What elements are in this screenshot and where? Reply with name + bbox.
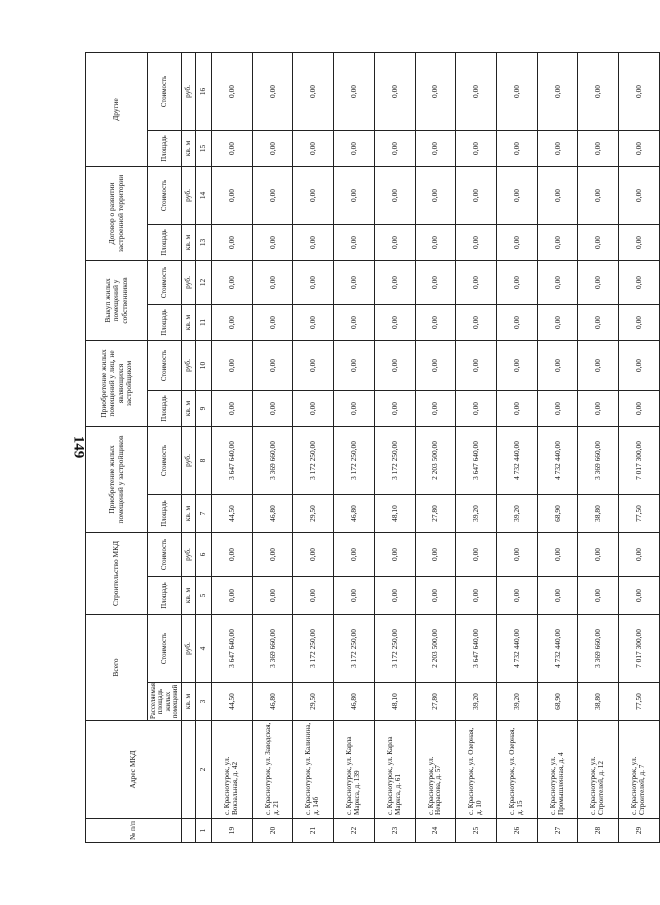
row-value: 0,00 — [212, 532, 253, 576]
row-value: 0,00 — [619, 390, 660, 426]
row-value: 3 647 640,00 — [456, 615, 497, 683]
row-value: 48,10 — [374, 494, 415, 532]
header-unit-area: кв. м — [182, 224, 196, 260]
row-value: 0,00 — [293, 577, 334, 615]
row-value: 2 203 500,00 — [415, 426, 456, 494]
row-value: 0,00 — [497, 390, 538, 426]
row-value: 3 172 250,00 — [374, 615, 415, 683]
header-no: № п/п — [86, 819, 182, 843]
header-area: Площадь — [148, 130, 182, 166]
row-value: 0,00 — [252, 224, 293, 260]
row-value: 0,00 — [374, 390, 415, 426]
row-value: 0,00 — [497, 52, 538, 130]
table-row — [252, 52, 293, 842]
row-value: 0,00 — [415, 340, 456, 390]
row-value: 3 172 250,00 — [334, 615, 375, 683]
row-value: 77,50 — [619, 494, 660, 532]
row-value: 0,00 — [619, 577, 660, 615]
row-value: 0,00 — [497, 166, 538, 224]
row-value: 0,00 — [334, 130, 375, 166]
row-number: 21 — [293, 819, 334, 843]
row-value: 0,00 — [293, 224, 334, 260]
row-value: 0,00 — [619, 52, 660, 130]
row-value: 0,00 — [497, 304, 538, 340]
col-number: 16 — [196, 52, 212, 130]
row-value: 0,00 — [212, 166, 253, 224]
col-number: 4 — [196, 615, 212, 683]
row-value: 0,00 — [415, 166, 456, 224]
row-value: 0,00 — [578, 577, 619, 615]
row-value: 0,00 — [456, 304, 497, 340]
col-number: 8 — [196, 426, 212, 494]
header-cost: Стоимость — [148, 340, 182, 390]
row-number: 23 — [374, 819, 415, 843]
row-address: с. Краснотурок, ул. Некрасова, д. 57 — [415, 721, 456, 819]
header-cost: Стоимость — [148, 52, 182, 130]
row-address: с. Краснотурок, ул. Калинина, д. 14б — [293, 721, 334, 819]
row-value: 0,00 — [415, 224, 456, 260]
col-number: 2 — [196, 721, 212, 819]
row-address: с. Краснотурок, ул. Озерная, д. 15 — [497, 721, 538, 819]
row-value: 27,80 — [415, 683, 456, 721]
row-value: 0,00 — [334, 304, 375, 340]
row-value: 0,00 — [415, 390, 456, 426]
row-value: 0,00 — [456, 340, 497, 390]
col-number: 12 — [196, 260, 212, 304]
header-area: Площадь — [148, 304, 182, 340]
header-group-construction: Строительство МКД — [86, 532, 148, 614]
row-value: 39,20 — [497, 683, 538, 721]
row-value: 0,00 — [334, 166, 375, 224]
row-value: 7 017 300,00 — [619, 426, 660, 494]
header-cost: Стоимость — [148, 260, 182, 304]
row-value: 0,00 — [293, 130, 334, 166]
row-value: 29,50 — [293, 494, 334, 532]
header-group-buyout: Выкуп жилых помещений у собственников — [86, 260, 148, 340]
col-number: 1 — [196, 819, 212, 843]
row-value: 0,00 — [415, 577, 456, 615]
row-value: 0,00 — [334, 224, 375, 260]
header-units-blank — [182, 819, 196, 843]
row-value: 0,00 — [537, 390, 578, 426]
row-value: 0,00 — [537, 340, 578, 390]
col-number: 6 — [196, 532, 212, 576]
row-value: 0,00 — [252, 52, 293, 130]
row-value: 3 172 250,00 — [293, 615, 334, 683]
row-value: 0,00 — [456, 260, 497, 304]
row-value: 0,00 — [212, 260, 253, 304]
row-value: 0,00 — [374, 304, 415, 340]
table-row — [415, 52, 456, 842]
row-value: 3 369 660,00 — [578, 615, 619, 683]
row-value: 3 172 250,00 — [293, 426, 334, 494]
row-value: 4 732 440,00 — [497, 615, 538, 683]
row-number: 20 — [252, 819, 293, 843]
row-value: 3 647 640,00 — [212, 615, 253, 683]
header-unit-cost: руб. — [182, 426, 196, 494]
col-number: 3 — [196, 683, 212, 721]
header-unit-cost: руб. — [182, 532, 196, 576]
row-value: 0,00 — [334, 532, 375, 576]
row-value: 0,00 — [578, 52, 619, 130]
table-row — [497, 52, 538, 842]
header-unit-area: кв. м — [182, 304, 196, 340]
row-value: 77,50 — [619, 683, 660, 721]
row-value: 0,00 — [578, 390, 619, 426]
header-group-territory-development: Договор о развитии застроенной территории — [86, 166, 148, 260]
table-body — [212, 52, 660, 842]
header-group-other: Другие — [86, 52, 148, 166]
row-value: 0,00 — [578, 260, 619, 304]
row-address: с. Краснотурок, ул. Промышленная, д. 4 — [537, 721, 578, 819]
row-value: 0,00 — [456, 52, 497, 130]
col-number: 15 — [196, 130, 212, 166]
row-value: 3 647 640,00 — [456, 426, 497, 494]
row-value: 0,00 — [334, 390, 375, 426]
row-value: 0,00 — [415, 304, 456, 340]
row-number: 26 — [497, 819, 538, 843]
row-address: с. Краснотурок, ул. Вокзальная, д. 42 — [212, 721, 253, 819]
row-value: 0,00 — [537, 130, 578, 166]
row-value: 0,00 — [252, 130, 293, 166]
row-value: 0,00 — [578, 166, 619, 224]
row-value: 3 369 660,00 — [252, 426, 293, 494]
row-value: 46,80 — [252, 494, 293, 532]
row-value: 0,00 — [456, 577, 497, 615]
row-value: 29,50 — [293, 683, 334, 721]
row-value: 0,00 — [293, 532, 334, 576]
header-area: Площадь — [148, 577, 182, 615]
row-value: 0,00 — [619, 304, 660, 340]
row-value: 0,00 — [456, 166, 497, 224]
header-unit-area: кв. м — [182, 390, 196, 426]
row-value: 0,00 — [456, 224, 497, 260]
row-value: 0,00 — [252, 304, 293, 340]
table-row — [537, 52, 578, 842]
row-value: 0,00 — [334, 260, 375, 304]
row-address: с. Краснотурок, ул. Карла Маркса, д. 139 — [334, 721, 375, 819]
row-value: 0,00 — [252, 390, 293, 426]
row-address: с. Краснотурок, ул. Строителей, д. 7 — [619, 721, 660, 819]
table-row — [619, 52, 660, 842]
row-value: 3 647 640,00 — [212, 426, 253, 494]
row-value: 0,00 — [293, 340, 334, 390]
row-value: 0,00 — [293, 52, 334, 130]
row-number: 25 — [456, 819, 497, 843]
resettlement-table — [85, 52, 660, 843]
header-area: Площадь — [148, 494, 182, 532]
table-row — [374, 52, 415, 842]
row-value: 46,80 — [334, 683, 375, 721]
row-value: 3 369 660,00 — [252, 615, 293, 683]
row-value: 3 369 660,00 — [578, 426, 619, 494]
row-value: 0,00 — [415, 260, 456, 304]
row-value: 0,00 — [456, 390, 497, 426]
header-unit-cost: руб. — [182, 615, 196, 683]
row-value: 38,80 — [578, 683, 619, 721]
header-unit-area: кв. м — [182, 130, 196, 166]
col-number: 9 — [196, 390, 212, 426]
row-value: 0,00 — [212, 224, 253, 260]
col-number: 11 — [196, 304, 212, 340]
row-value: 0,00 — [374, 340, 415, 390]
table-row — [212, 52, 253, 842]
row-value: 0,00 — [374, 130, 415, 166]
header-address: Адрес МКД — [86, 721, 182, 819]
row-value: 0,00 — [537, 224, 578, 260]
row-value: 0,00 — [578, 224, 619, 260]
row-value: 0,00 — [415, 532, 456, 576]
row-value: 0,00 — [619, 130, 660, 166]
header-unit-cost: руб. — [182, 52, 196, 130]
row-value: 0,00 — [374, 224, 415, 260]
row-value: 0,00 — [537, 52, 578, 130]
row-value: 0,00 — [497, 532, 538, 576]
row-value: 39,20 — [497, 494, 538, 532]
row-value: 68,90 — [537, 494, 578, 532]
row-value: 0,00 — [252, 577, 293, 615]
row-value: 0,00 — [212, 390, 253, 426]
row-value: 44,50 — [212, 494, 253, 532]
row-value: 4 732 440,00 — [537, 615, 578, 683]
row-value: 0,00 — [497, 340, 538, 390]
row-value: 0,00 — [293, 304, 334, 340]
header-area-total: Расселяемая площадь жилых помещений — [148, 683, 182, 721]
row-number: 29 — [619, 819, 660, 843]
row-value: 4 732 440,00 — [537, 426, 578, 494]
row-value: 0,00 — [619, 224, 660, 260]
row-value: 0,00 — [334, 577, 375, 615]
col-number: 10 — [196, 340, 212, 390]
row-value: 0,00 — [578, 532, 619, 576]
row-value: 0,00 — [252, 532, 293, 576]
header-unit-cost: руб. — [182, 166, 196, 224]
row-value: 27,80 — [415, 494, 456, 532]
row-value: 0,00 — [619, 340, 660, 390]
row-value: 0,00 — [374, 577, 415, 615]
row-value: 44,50 — [212, 683, 253, 721]
row-number: 28 — [578, 819, 619, 843]
row-value: 0,00 — [293, 166, 334, 224]
header-group-purchase-developers: Приобретение жилых помещений у застройщиков — [86, 426, 148, 532]
row-value: 0,00 — [293, 260, 334, 304]
row-value: 39,20 — [456, 494, 497, 532]
row-value: 0,00 — [374, 52, 415, 130]
row-value: 3 172 250,00 — [334, 426, 375, 494]
row-value: 0,00 — [212, 52, 253, 130]
row-value: 2 203 500,00 — [415, 615, 456, 683]
row-value: 48,10 — [374, 683, 415, 721]
col-number: 14 — [196, 166, 212, 224]
row-value: 0,00 — [374, 532, 415, 576]
row-value: 0,00 — [578, 304, 619, 340]
row-address: с. Краснотурок, ул. Карла Маркса, д. 61 — [374, 721, 415, 819]
row-value: 0,00 — [252, 166, 293, 224]
row-value: 0,00 — [374, 260, 415, 304]
header-cost: Стоимость — [148, 426, 182, 494]
header-area: Площадь — [148, 224, 182, 260]
col-number: 7 — [196, 494, 212, 532]
row-number: 27 — [537, 819, 578, 843]
row-value: 0,00 — [537, 532, 578, 576]
table-row — [293, 52, 334, 842]
row-value: 0,00 — [415, 130, 456, 166]
row-value: 68,90 — [537, 683, 578, 721]
row-value: 7 017 300,00 — [619, 615, 660, 683]
row-value: 38,80 — [578, 494, 619, 532]
row-value: 0,00 — [374, 166, 415, 224]
row-value: 0,00 — [537, 166, 578, 224]
row-value: 0,00 — [497, 577, 538, 615]
row-value: 0,00 — [497, 130, 538, 166]
header-units-blank — [182, 721, 196, 819]
table-row — [334, 52, 375, 842]
row-number: 19 — [212, 819, 253, 843]
row-value: 3 172 250,00 — [374, 426, 415, 494]
page-number: 149 — [70, 435, 87, 459]
row-address: с. Краснотурок, ул. Заводская, д. 21 — [252, 721, 293, 819]
row-value: 0,00 — [537, 260, 578, 304]
header-cost: Стоимость — [148, 532, 182, 576]
row-value: 0,00 — [497, 224, 538, 260]
row-value: 4 732 440,00 — [497, 426, 538, 494]
row-address: с. Краснотурок, ул. Озерная, д. 10 — [456, 721, 497, 819]
header-unit-cost: руб. — [182, 260, 196, 304]
row-value: 0,00 — [293, 390, 334, 426]
row-value: 0,00 — [212, 577, 253, 615]
row-value: 0,00 — [497, 260, 538, 304]
row-value: 0,00 — [619, 260, 660, 304]
col-number: 5 — [196, 577, 212, 615]
row-value: 0,00 — [415, 52, 456, 130]
header-unit-area: кв. м — [182, 494, 196, 532]
header-unit-area: кв. м — [182, 577, 196, 615]
header-group-total: Всего — [86, 615, 148, 721]
header-unit-area: кв. м — [182, 683, 196, 721]
header-cost: Стоимость — [148, 166, 182, 224]
row-value: 0,00 — [537, 577, 578, 615]
row-value: 0,00 — [578, 130, 619, 166]
table-row — [456, 52, 497, 842]
row-value: 0,00 — [212, 130, 253, 166]
header-group-purchase-non-developers: Приобретение жилых помещений у лиц, не являющихся застройщиком — [86, 340, 148, 426]
header-unit-cost: руб. — [182, 340, 196, 390]
row-value: 0,00 — [212, 304, 253, 340]
row-value: 0,00 — [537, 304, 578, 340]
row-value: 0,00 — [212, 340, 253, 390]
row-number: 22 — [334, 819, 375, 843]
header-area: Площадь — [148, 390, 182, 426]
row-value: 0,00 — [252, 260, 293, 304]
row-value: 39,20 — [456, 683, 497, 721]
row-address: с. Краснотурок, ул. Строителей, д. 12 — [578, 721, 619, 819]
col-number: 13 — [196, 224, 212, 260]
row-value: 0,00 — [578, 340, 619, 390]
row-value: 0,00 — [456, 130, 497, 166]
row-value: 0,00 — [456, 532, 497, 576]
row-value: 0,00 — [619, 532, 660, 576]
row-value: 0,00 — [252, 340, 293, 390]
row-number: 24 — [415, 819, 456, 843]
table-row — [578, 52, 619, 842]
header-cost: Стоимость — [148, 615, 182, 683]
row-value: 0,00 — [334, 340, 375, 390]
row-value: 0,00 — [619, 166, 660, 224]
row-value: 0,00 — [334, 52, 375, 130]
rotated-table-container — [85, 53, 660, 843]
row-value: 46,80 — [334, 494, 375, 532]
row-value: 46,80 — [252, 683, 293, 721]
